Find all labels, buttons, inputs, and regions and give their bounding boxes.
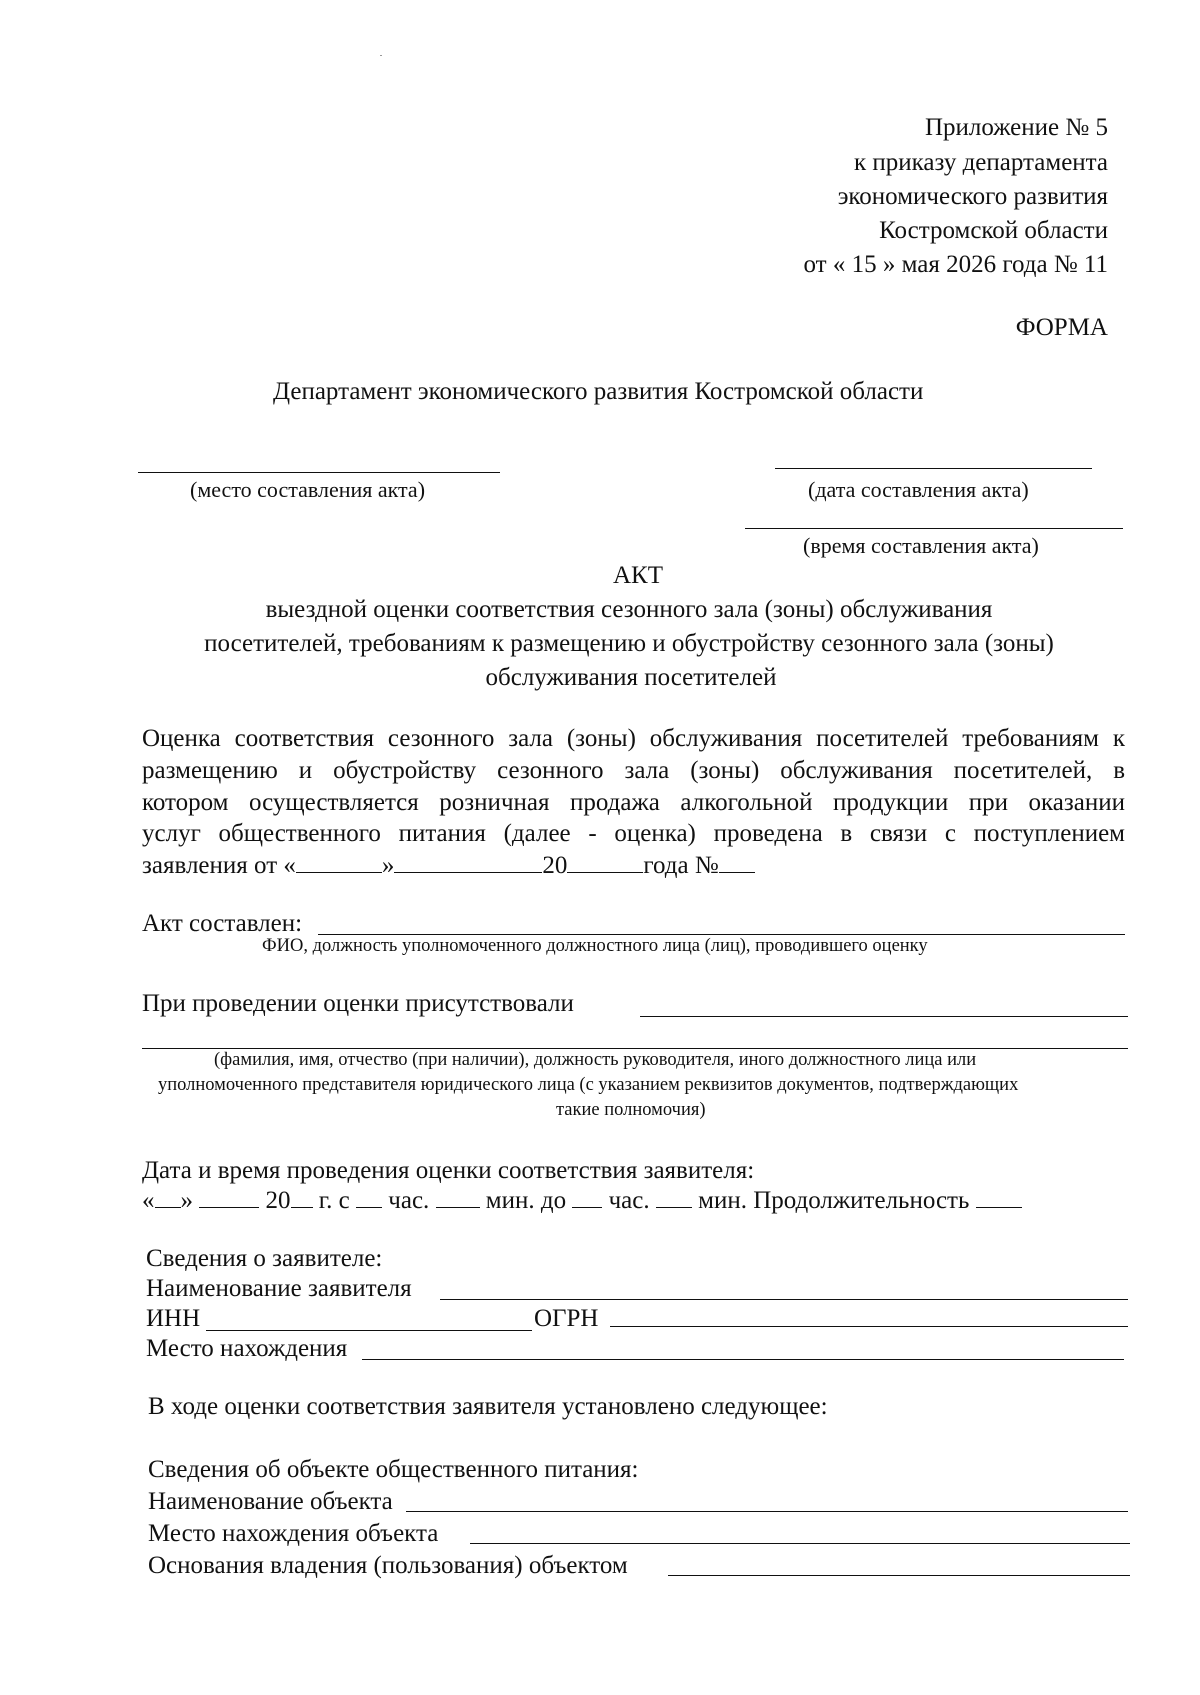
- present-field-1[interactable]: [640, 1016, 1128, 1017]
- start-hour-unit: час.: [388, 1187, 430, 1214]
- object-heading: Сведения об объекте общественного питания:: [148, 1456, 639, 1483]
- composed-label: Акт составлен:: [142, 910, 303, 937]
- appendix-date-line: от « 15 » мая 2026 года № 11: [803, 251, 1108, 278]
- year-prefix: 20: [265, 1187, 291, 1214]
- appendix-region-line: Костромской области: [879, 217, 1108, 244]
- end-minute-field[interactable]: [656, 1187, 692, 1208]
- appendix-number: Приложение № 5: [924, 114, 1108, 141]
- datetime-line: [142, 1187, 1022, 1215]
- time-caption: (время составления акта): [803, 533, 1039, 558]
- intro-line-1: Оценка соответствия сезонного зала (зоны) обслуживания посетителей требованиям к: [142, 725, 1125, 752]
- act-title-line-2: посетителей, требованиям к размещению и обустройству сезонного зала (зоны): [204, 630, 1054, 657]
- composed-caption: ФИО, должность уполномоченного должностного лица (лиц), проводившего оценку: [262, 936, 928, 956]
- present-caption-line-2: уполномоченного представителя юридического лица (с указанием реквизитов документов, подтверждающих: [158, 1075, 1019, 1095]
- department-name: Департамент экономического развития Костромской области: [273, 378, 924, 405]
- established-text: В ходе оценки соответствия заявителя установлено следующее:: [148, 1393, 828, 1420]
- appendix-department-line: экономического развития: [837, 183, 1108, 210]
- application-from-text: заявления от «: [142, 852, 296, 879]
- applicant-location-label: Место нахождения: [146, 1335, 348, 1362]
- applicant-location-field[interactable]: [362, 1359, 1124, 1360]
- act-title-line-1: выездной оценки соответствия сезонного зала (зоны) обслуживания: [265, 596, 993, 623]
- intro-line-4: услуг общественного питания (далее - оценка) проведена в связи с поступлением: [142, 820, 1125, 847]
- application-number-field[interactable]: [719, 852, 755, 873]
- date-line[interactable]: [775, 468, 1092, 469]
- intro-line-5: [142, 852, 755, 880]
- end-hour-field[interactable]: [572, 1187, 602, 1208]
- year-field[interactable]: [291, 1187, 313, 1208]
- object-ownership-field[interactable]: [668, 1575, 1130, 1576]
- application-number-text: года №: [643, 852, 719, 879]
- act-title-line-3: обслуживания посетителей: [485, 664, 777, 691]
- duration-field[interactable]: [976, 1187, 1022, 1208]
- applicant-name-label: Наименование заявителя: [146, 1275, 412, 1302]
- scan-speck: [380, 55, 382, 56]
- application-day-field[interactable]: [296, 852, 382, 873]
- date-caption: (дата составления акта): [808, 477, 1029, 502]
- object-location-field[interactable]: [470, 1543, 1130, 1544]
- end-hour-unit: час.: [608, 1187, 650, 1214]
- intro-line-2: размещению и обустройству сезонного зала (зоны) обслуживания посетителей, в: [142, 757, 1125, 784]
- duration-label: Продолжительность: [753, 1187, 970, 1214]
- start-minute-field[interactable]: [436, 1187, 480, 1208]
- place-line[interactable]: [138, 472, 500, 473]
- composed-field[interactable]: [318, 934, 1125, 935]
- month-field[interactable]: [199, 1187, 259, 1208]
- object-location-label: Место нахождения объекта: [148, 1520, 439, 1547]
- place-caption: (место составления акта): [190, 477, 426, 502]
- application-month-field[interactable]: [394, 852, 542, 873]
- object-name-field[interactable]: [406, 1511, 1128, 1512]
- applicant-name-field[interactable]: [440, 1299, 1128, 1300]
- time-line[interactable]: [745, 528, 1123, 529]
- present-caption-line-3: такие полномочия): [556, 1100, 706, 1120]
- datetime-label: Дата и время проведения оценки соответствия заявителя:: [142, 1157, 755, 1184]
- quote-close: »: [180, 1187, 193, 1214]
- end-minute-unit: мин.: [698, 1187, 747, 1214]
- appendix-order-line: к приказу департамента: [853, 149, 1108, 176]
- object-ownership-label: Основания владения (пользования) объектом: [148, 1552, 628, 1579]
- day-field[interactable]: [155, 1187, 181, 1208]
- applicant-heading: Сведения о заявителе:: [146, 1245, 383, 1272]
- quote-open: «: [142, 1187, 155, 1214]
- ogrn-field[interactable]: [610, 1326, 1128, 1327]
- object-name-label: Наименование объекта: [148, 1488, 393, 1515]
- application-quote-close: »: [381, 852, 395, 879]
- inn-label: ИНН: [146, 1305, 201, 1332]
- present-label: При проведении оценки присутствовали: [142, 990, 574, 1017]
- form-label: ФОРМА: [1015, 314, 1108, 341]
- inn-field[interactable]: [206, 1330, 532, 1331]
- start-hour-field[interactable]: [356, 1187, 382, 1208]
- ogrn-label: ОГРН: [534, 1305, 599, 1332]
- act-title-main: АКТ: [613, 562, 663, 589]
- year-from-text: г. с: [318, 1187, 350, 1214]
- application-year-field[interactable]: [567, 852, 643, 873]
- present-field-2[interactable]: [142, 1048, 1128, 1049]
- start-minute-unit: мин. до: [485, 1187, 567, 1214]
- application-century: 20: [542, 852, 568, 879]
- present-caption-line-1: (фамилия, имя, отчество (при наличии), должность руководителя, иного должностного лица или: [214, 1050, 977, 1070]
- intro-line-3: котором осуществляется розничная продажа алкогольной продукции при оказании: [142, 789, 1125, 816]
